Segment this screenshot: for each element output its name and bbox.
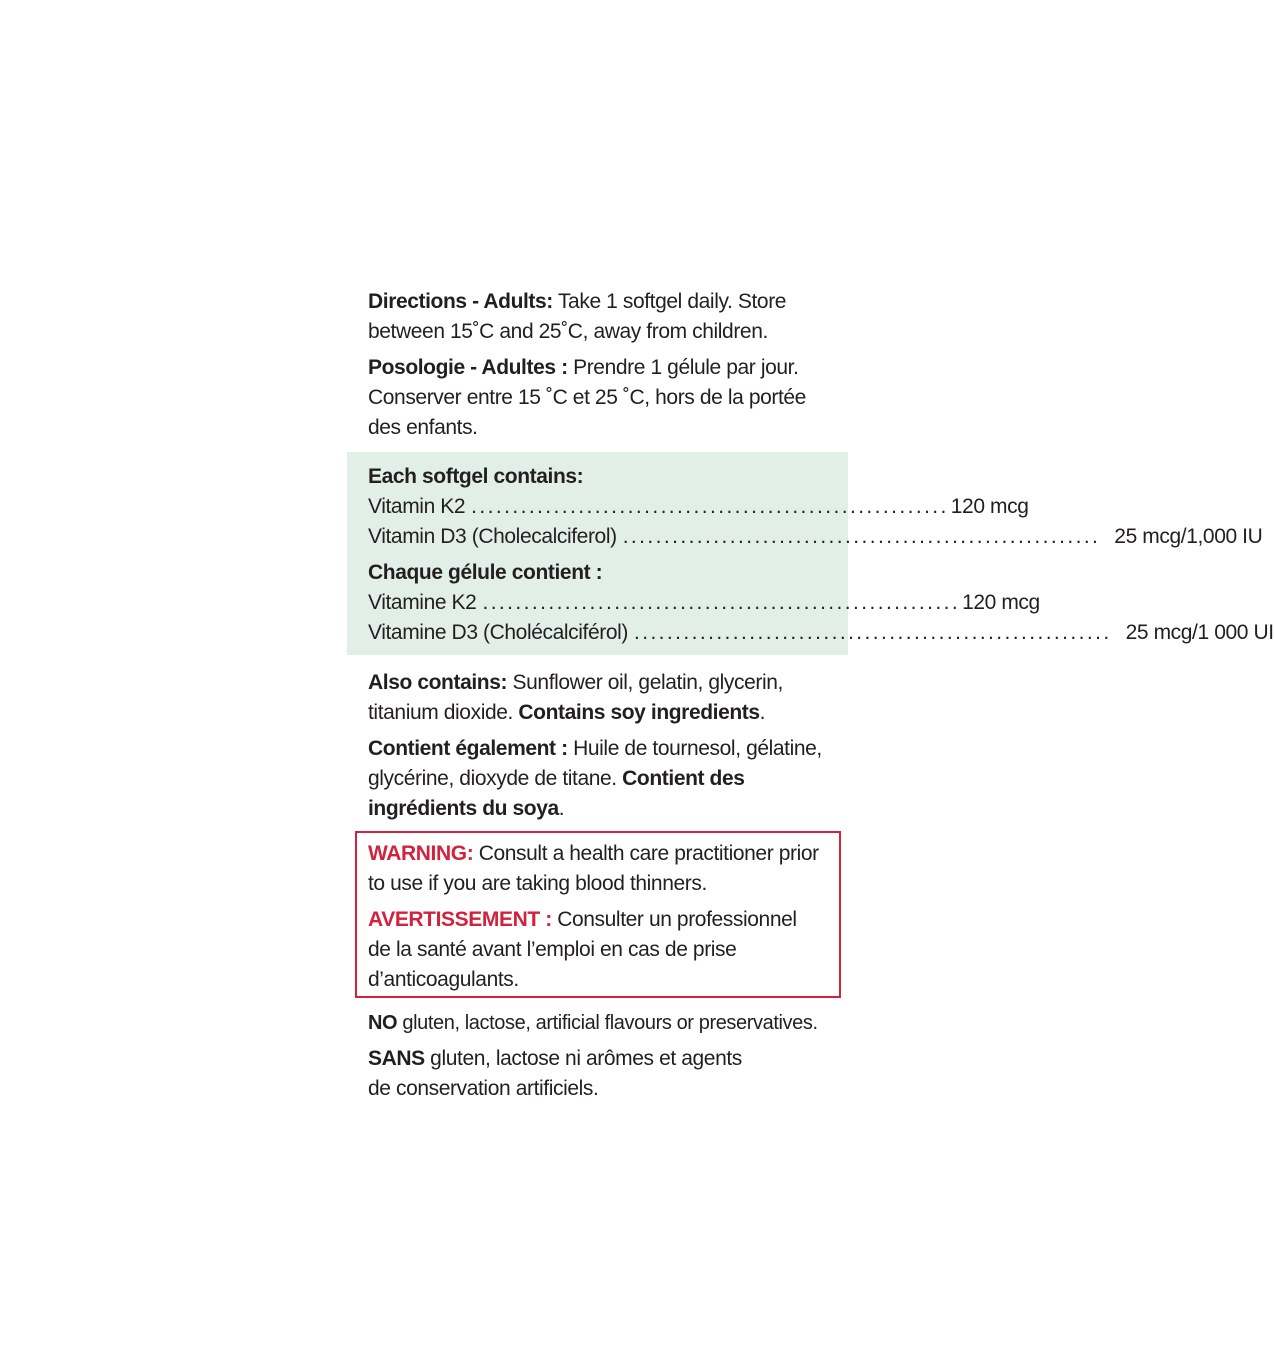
nutrient-name: Vitamine D3 (Cholécalciférol) [368, 621, 628, 644]
free-from-fr-text: gluten, lactose ni arômes et agents de conservation artificiels. [368, 1047, 742, 1100]
free-from-en-text: gluten, lactose, artificial flavours or preservatives. [397, 1012, 818, 1034]
soy-notice-fr: Contient des ingrédients du soya [368, 767, 745, 820]
nutrient-amount: 120 mcg [962, 591, 1040, 614]
warning-fr-label: AVERTISSEMENT : [368, 908, 552, 931]
nutrition-heading-fr: Chaque gélule contient : [368, 561, 603, 584]
nutrient-amount: 25 mcg/1 000 UI [1125, 621, 1274, 644]
nutrition-row [368, 522, 1263, 552]
nutrient-amount: 120 mcg [950, 495, 1029, 518]
warning-en [368, 839, 828, 899]
also-contains-en [368, 668, 798, 728]
nutrient-amount: 25 mcg/1,000 IU [1114, 525, 1263, 548]
also-contains-fr-label: Contient également : [368, 737, 568, 760]
nutrient-name: Vitamine K2 [368, 591, 477, 614]
free-from-fr-label: SANS [368, 1047, 425, 1070]
free-from-en-label: NO [368, 1012, 398, 1034]
directions-fr [368, 353, 813, 443]
free-from-fr [368, 1044, 768, 1104]
nutrition-heading-en: Each softgel contains: [368, 465, 584, 488]
directions-fr-label: Posologie - Adultes : [368, 356, 568, 379]
leader-dots: .......................................................... [471, 495, 949, 518]
directions-en-label: Directions - Adults: [368, 290, 553, 313]
nutrition-panel [347, 452, 1274, 655]
warning-en-label: WARNING: [368, 842, 474, 865]
nutrition-row [368, 588, 1040, 618]
also-contains-fr-end: . [558, 797, 565, 820]
leader-dots: .......................................................... [622, 525, 1101, 548]
also-contains-en-end: . [759, 701, 766, 724]
directions-en-text: Take 1 softgel daily. Store between 15˚C and 25˚C, away from children. [368, 290, 787, 343]
free-from-en [368, 1008, 848, 1038]
also-contains-fr-text: Huile de tournesol, gélatine, glycérine, dioxyde de titane. [368, 737, 822, 790]
warning-fr-text: Consulter un professionnel de la santé avant l’emploi en cas de prise d’anticoagulants. [368, 908, 797, 991]
directions-fr-text: Prendre 1 gélule par jour. Conserver entre 15 ˚C et 25 ˚C, hors de la portée des enfants. [368, 356, 806, 439]
nutrition-row [368, 492, 1029, 522]
also-contains-en-text: Sunflower oil, gelatin, glycerin, titanium dioxide. [368, 671, 783, 724]
nutrition-row [368, 618, 1274, 648]
free-from-section [368, 1008, 848, 1104]
nutrient-name: Vitamin D3 (Cholecalciferol) [368, 525, 617, 548]
also-contains-en-label: Also contains: [368, 671, 508, 694]
warning-box [355, 831, 841, 998]
leader-dots: .......................................................... [633, 621, 1112, 644]
warning-fr [368, 905, 798, 995]
also-contains-fr [368, 734, 838, 824]
directions-section [368, 287, 838, 443]
directions-en [368, 287, 838, 347]
nutrient-name: Vitamin K2 [368, 495, 466, 518]
also-contains-section [368, 668, 838, 824]
leader-dots: .......................................................... [482, 591, 961, 614]
soy-notice-en: Contains soy ingredients [518, 701, 760, 724]
warning-en-text: Consult a health care practitioner prior to use if you are taking blood thinners. [368, 842, 819, 895]
